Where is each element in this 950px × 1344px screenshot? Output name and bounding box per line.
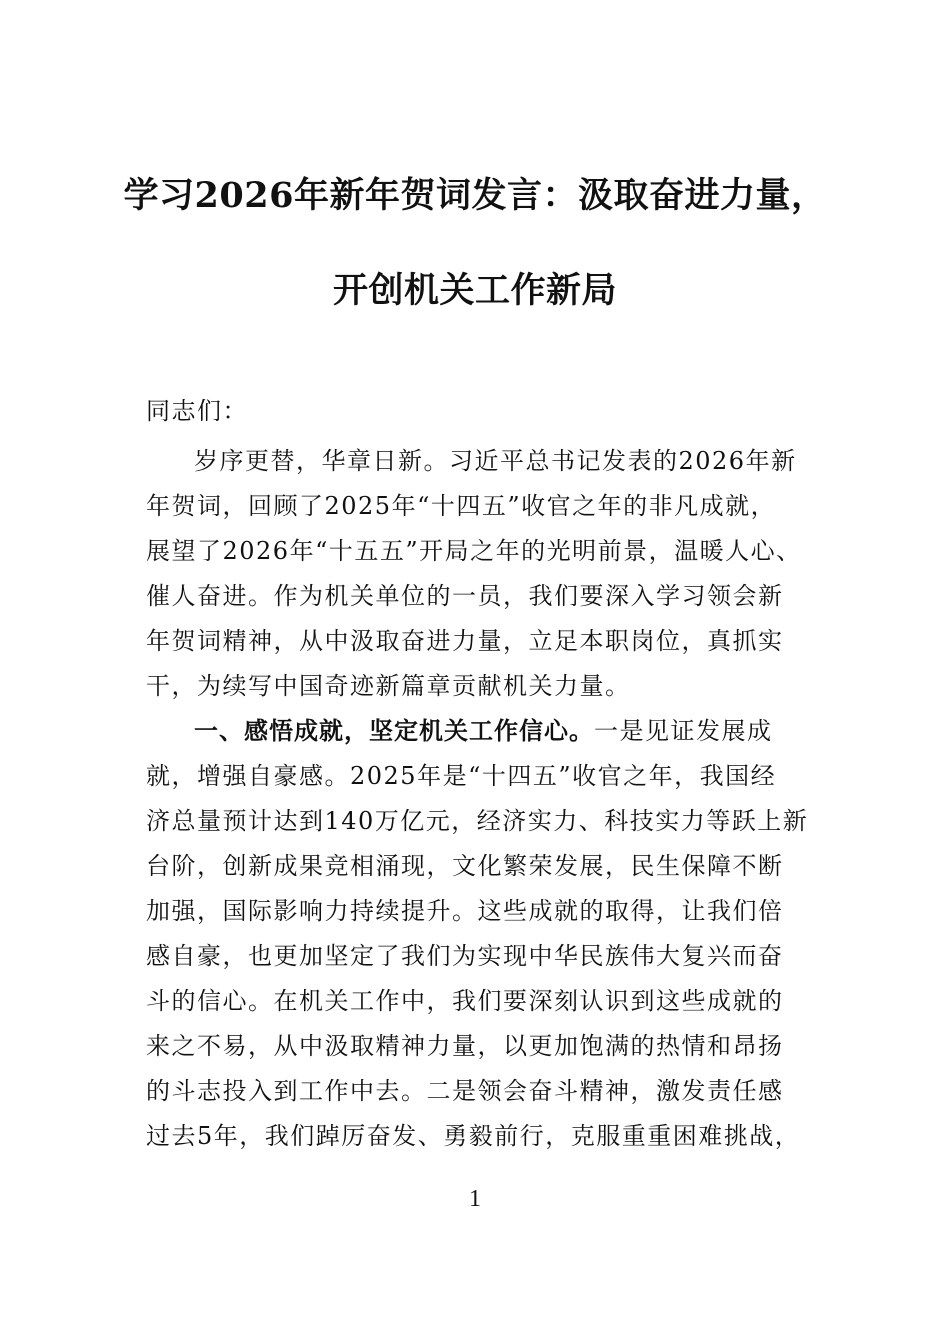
paragraph-section-1 [146, 709, 809, 1159]
text-line: 年贺词，回顾了2025年“十四五”收官之年的非凡成就， [146, 492, 777, 520]
salutation: 同志们： [146, 397, 248, 425]
text-line: 就，增强自豪感。2025年是“十四五”收官之年，我国经 [146, 762, 777, 790]
text-run: 一是见证发展成 [594, 717, 773, 745]
title-line-1: 学习2026年新年贺词发言：汲取奋进力量， [123, 175, 827, 216]
text-line: 台阶，创新成果竞相涌现，文化繁荣发展，民生保障不断 [146, 852, 784, 880]
text-line: 斗的信心。在机关工作中，我们要深刻认识到这些成就的 [146, 987, 784, 1015]
text-line: 干，为续写中国奇迹新篇章贡献机关力量。 [146, 672, 631, 700]
text-line: 的斗志投入到工作中去。二是领会奋斗精神，激发责任感 [146, 1077, 784, 1105]
text-line: 过去5年，我们踔厉奋发、勇毅前行，克服重重困难挑战， [146, 1122, 801, 1150]
text-line: 感自豪，也更加坚定了我们为实现中华民族伟大复兴而奋 [146, 942, 784, 970]
section-heading: 一、感悟成就，坚定机关工作信心。 [194, 717, 594, 745]
text-line: 展望了2026年“十五五”开局之年的光明前景，温暖人心、 [146, 537, 802, 565]
page-number: 1 [469, 1186, 481, 1212]
text-line: 加强，国际影响力持续提升。这些成就的取得，让我们倍 [146, 897, 784, 925]
title-line-2: 开创机关工作新局 [332, 270, 617, 311]
text-line: 催人奋进。作为机关单位的一员，我们要深入学习领会新 [146, 582, 784, 610]
text-line: 济总量预计达到140万亿元，经济实力、科技实力等跃上新 [146, 807, 809, 835]
text-line: 来之不易，从中汲取精神力量，以更加饱满的热情和昂扬 [146, 1032, 784, 1060]
text-line-with-heading [146, 709, 806, 754]
text-line: 岁序更替，华章日新。习近平总书记发表的2026年新 [194, 447, 797, 475]
paragraph-intro [146, 439, 806, 709]
text-line: 年贺词精神，从中汲取奋进力量，立足本职岗位，真抓实 [146, 627, 784, 655]
